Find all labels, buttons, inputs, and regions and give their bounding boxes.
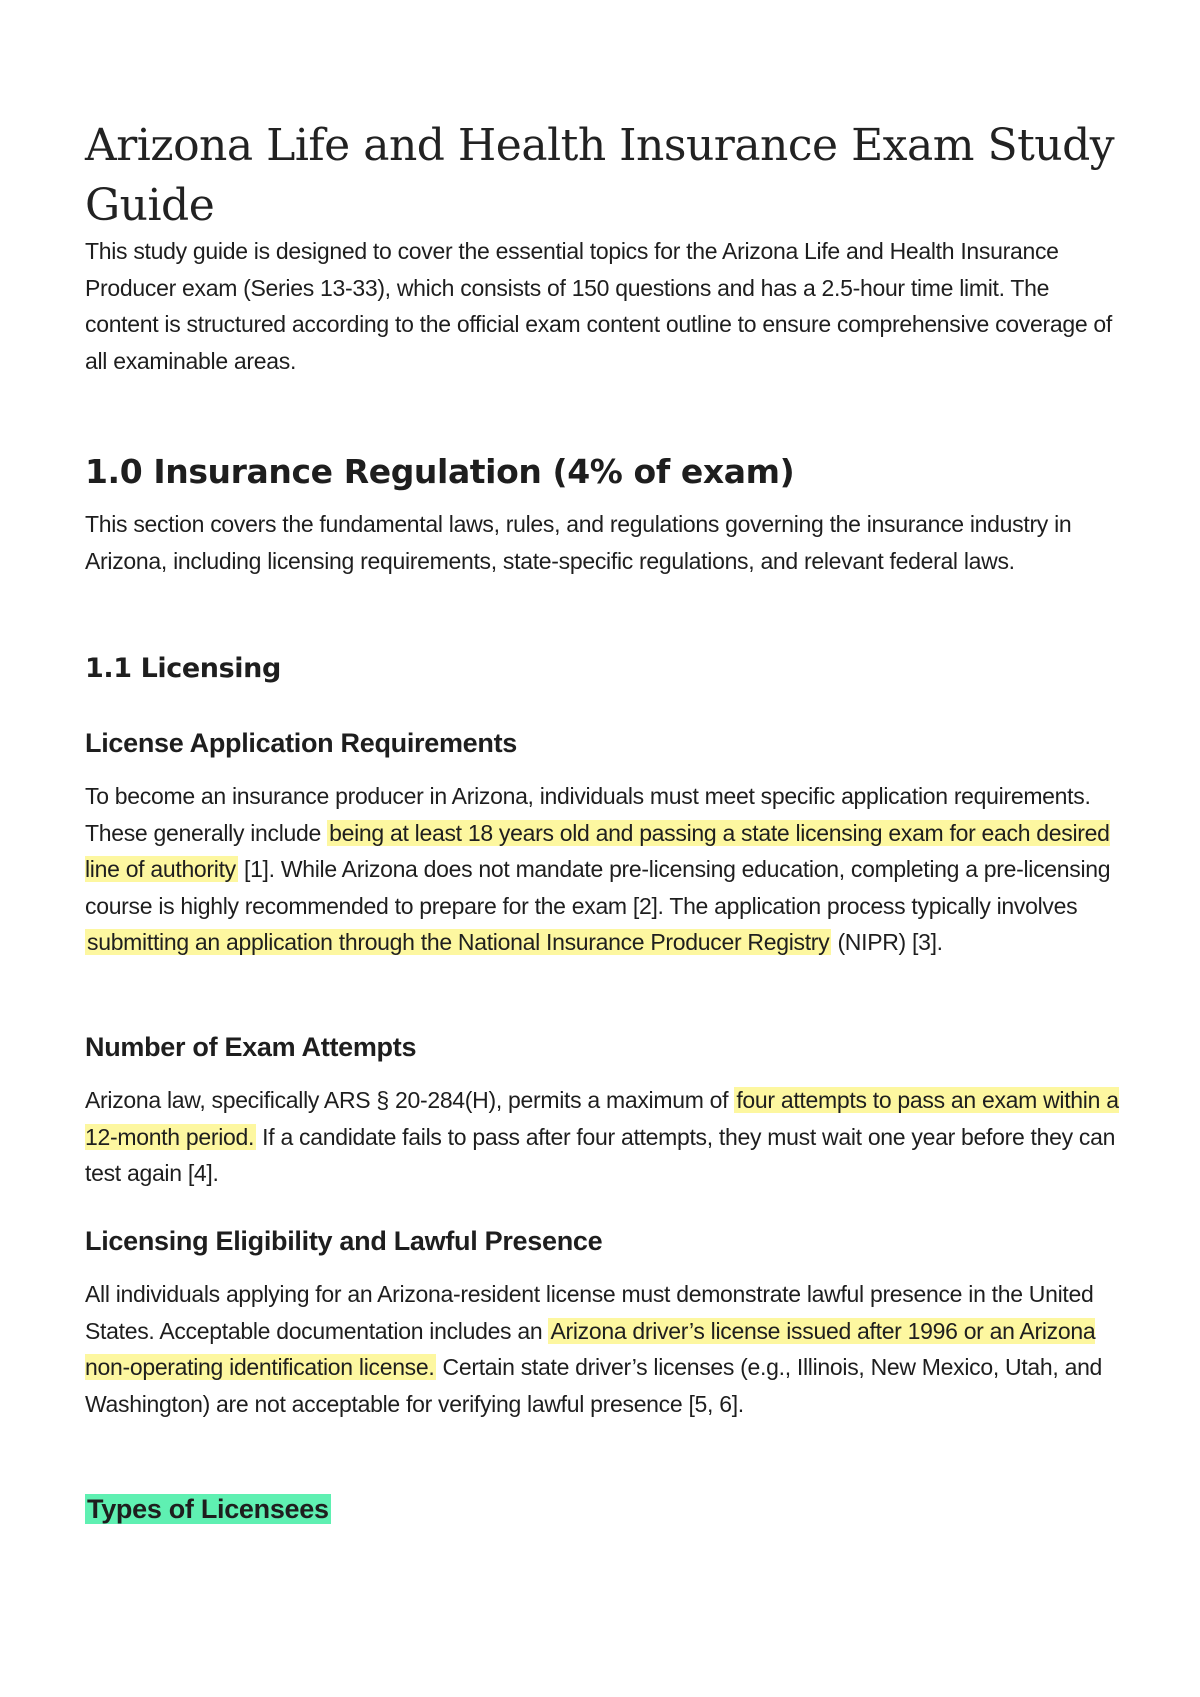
intro-paragraph: This study guide is designed to cover the essential topics for the Arizona Life and Health Insurance Producer exam (Series 13-33), which consists of 150 questions and has a 2.5-hour time limit. The content is structured according to the official exam content outline to ensure comprehensive coverage of all examinable areas. xyxy=(85,238,1112,374)
heading-types-of-licensees xyxy=(85,1490,331,1528)
text-run: [1]. While Arizona does not mandate pre-licensing education, completing a pre-licensing course is highly recommended to prepare for the exam [2]. The application process typically involves xyxy=(85,856,1111,919)
text-run: All individuals applying for an Arizona-resident license must demonstrate lawful presence in the United States. Acceptable documentation includes an xyxy=(85,1281,1094,1344)
exam-attempts-paragraph xyxy=(85,1082,1125,1192)
highlight-types-of-licensees: Types of Licensees xyxy=(87,1494,329,1524)
highlight-nipr-application: submitting an application through the National Insurance Producer Registry xyxy=(87,929,830,955)
document-title: Arizona Life and Health Insurance Exam Study Guide xyxy=(85,120,1115,231)
heading-licensing-eligibility: Licensing Eligibility and Lawful Presence xyxy=(85,1226,603,1256)
highlight-arizona-license: Arizona driver’s license issued after 1996 or an Arizona non-operating identification license. xyxy=(85,1317,1096,1380)
text-run: To become an insurance producer in Arizona, individuals must meet specific application requirements. These generally include xyxy=(85,783,1091,846)
highlight-four-attempts: four attempts to pass an exam within a 12-month period. xyxy=(85,1087,1119,1150)
text-run: Arizona law, specifically ARS § 20-284(H), permits a maximum of xyxy=(85,1087,735,1113)
section-heading-insurance-regulation: 1.0 Insurance Regulation (4% of exam) xyxy=(85,452,795,491)
text-run: If a candidate fails to pass after four attempts, they must wait one year before they can test again [4]. xyxy=(85,1123,1116,1186)
license-application-paragraph xyxy=(85,778,1125,961)
text-run: (NIPR) [3]. xyxy=(831,929,943,955)
heading-number-of-exam-attempts: Number of Exam Attempts xyxy=(85,1032,417,1062)
subsection-heading-licensing: 1.1 Licensing xyxy=(85,653,281,684)
heading-license-application-requirements: License Application Requirements xyxy=(85,728,517,758)
text-run: Certain state driver’s licenses (e.g., Illinois, New Mexico, Utah, and Washington) are not acceptable for verifying lawful presence [5, 6]. xyxy=(85,1354,1103,1417)
highlight-age-exam: being at least 18 years old and passing a state licensing exam for each desired line of authority xyxy=(85,819,1110,882)
section-intro-paragraph: This section covers the fundamental laws, rules, and regulations governing the insurance industry in Arizona, including licensing requirements, state-specific regulations, and relevant federal laws. xyxy=(85,511,1072,574)
eligibility-paragraph xyxy=(85,1276,1125,1422)
